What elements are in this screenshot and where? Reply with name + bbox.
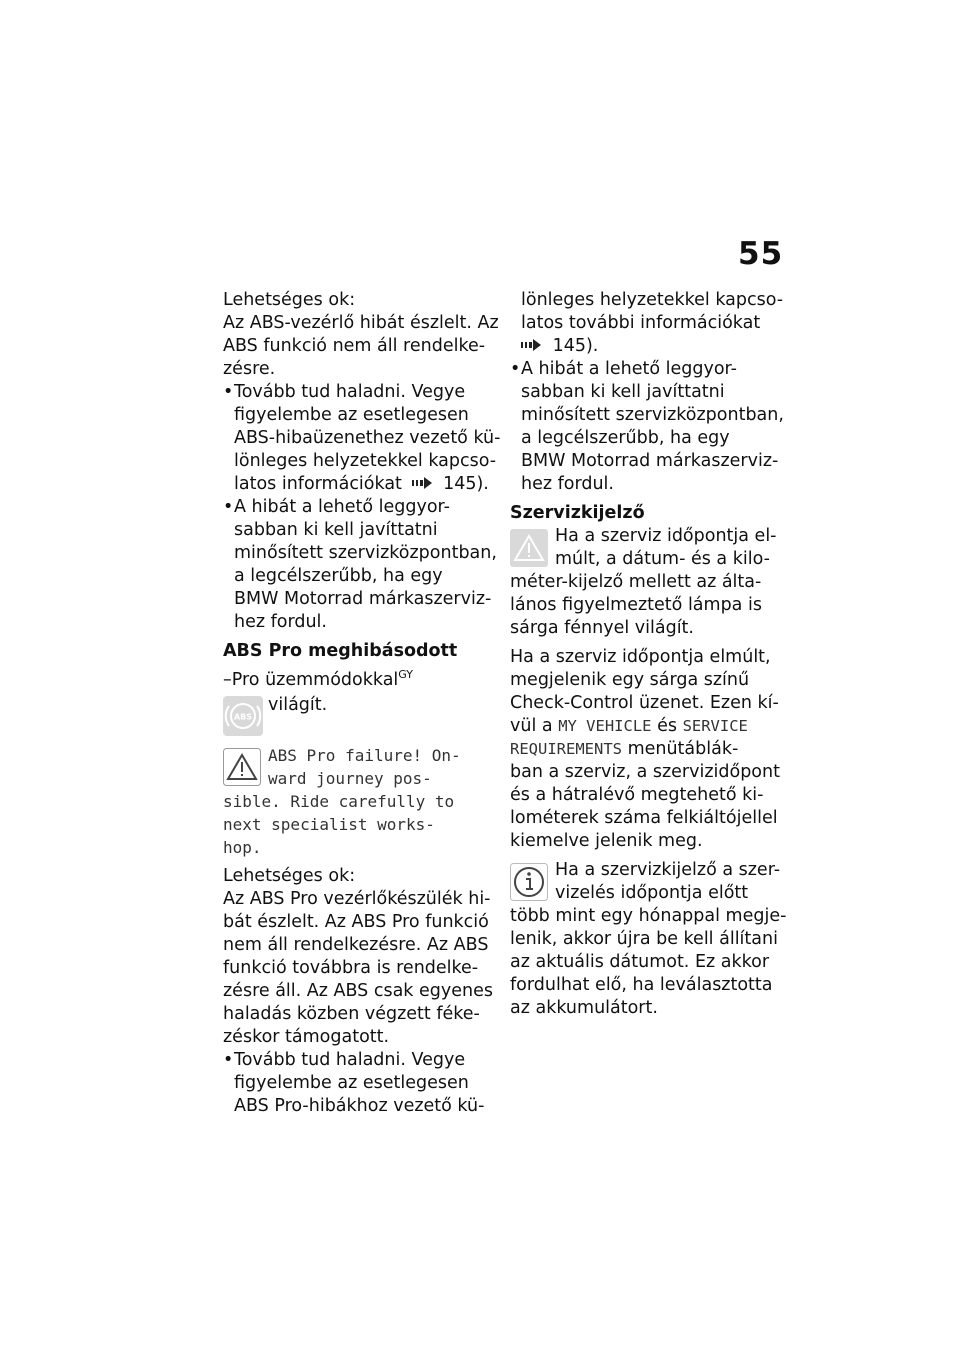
text-line: BMW Motorrad márkaszerviz- xyxy=(521,451,779,471)
text-line: Ha a szervizkijelző a szer- xyxy=(555,860,781,880)
text-line: Lehetséges ok: xyxy=(223,866,356,886)
text-line: • Tovább tud haladni. Vegye xyxy=(234,381,491,404)
bullet-item xyxy=(223,1049,491,1118)
text-line: fordulhat elő, ha leválasztotta xyxy=(510,975,773,995)
bullet-item xyxy=(510,358,784,496)
text-line: ban a szerviz, a szervizidőpont xyxy=(510,762,780,782)
text: –Pro üzemmódokkal xyxy=(223,669,399,690)
menu-name-my-vehicle: MY VEHICLE xyxy=(558,717,652,735)
text-line: BMW Motorrad márkaszerviz- xyxy=(234,589,492,609)
text-line: méter-kijelző mellett az álta- xyxy=(510,572,762,592)
page-number: 55 xyxy=(738,236,784,272)
page-reference-arrow-icon xyxy=(521,336,543,359)
text-line: haladás közben végzett féke- xyxy=(223,1004,480,1024)
text-line: több mint egy hónappal megje- xyxy=(510,906,787,926)
warning-triangle-icon xyxy=(510,529,548,574)
text-line: latos további információkat xyxy=(521,313,761,333)
text-line: a legcélszerűbb, ha egy xyxy=(521,428,730,448)
superscript: GY xyxy=(398,668,413,681)
info-icon xyxy=(510,863,548,908)
service-warning-block xyxy=(510,525,780,640)
text-line: zéskor támogatott. xyxy=(223,1027,390,1047)
text-line: a legcélszerűbb, ha egy xyxy=(234,566,443,586)
page-reference[interactable]: 145). xyxy=(443,474,489,494)
text-line: lönleges helyzetekkel kapcso- xyxy=(234,451,497,471)
text-line: minősített szervizközpontban, xyxy=(521,405,784,425)
text-line: • A hibát a lehető leggyor- xyxy=(234,496,491,519)
text-line: minősített szervizközpontban, xyxy=(234,543,497,563)
check-control-paragraph xyxy=(510,646,780,853)
info-note-block xyxy=(510,859,787,1020)
text-line: lönleges helyzetekkel kapcso- xyxy=(521,290,784,310)
text-line: Lehetséges ok: xyxy=(223,290,356,310)
section-heading: Szervizkijelző xyxy=(510,503,645,523)
text-line xyxy=(510,738,780,761)
text-line: vizelés időpontja előtt xyxy=(555,883,749,903)
text-line: sárga fénnyel világít. xyxy=(510,618,694,638)
text-line xyxy=(234,473,491,496)
text-line: Ha a szerviz időpontja el- xyxy=(555,526,777,546)
text-line: hez fordul. xyxy=(521,474,614,494)
text-line xyxy=(510,715,780,738)
text-line: megjelenik egy sárga színű xyxy=(510,670,750,690)
text-line: zésre. xyxy=(223,359,276,379)
text-line: Az ABS-vezérlő hibát észlelt. Az xyxy=(223,313,499,333)
text-line: nem áll rendelkezésre. Az ABS xyxy=(223,935,489,955)
cause-paragraph xyxy=(223,289,499,381)
text: és xyxy=(657,716,677,736)
text-line: ABS-hibaüzenethez vezető kü- xyxy=(234,428,501,448)
cause-paragraph xyxy=(223,865,491,1049)
warning-text-line: next specialist works- xyxy=(223,815,435,834)
text-line: az akkumulátort. xyxy=(510,998,658,1018)
text-line: és a hátralévő megtehető ki- xyxy=(510,785,764,805)
text-line: Az ABS Pro vezérlőkészülék hi- xyxy=(223,889,491,909)
abs-warning-icon xyxy=(223,696,263,743)
left-column xyxy=(223,289,501,1118)
text-line: sabban ki kell javíttatni xyxy=(234,520,438,540)
bullet-continuation xyxy=(510,289,784,358)
text-line: Check-Control üzenet. Ezen kí- xyxy=(510,693,779,713)
text-line: funkció továbbra is rendelke- xyxy=(223,958,479,978)
bullet-item xyxy=(223,496,497,634)
text-line: hez fordul. xyxy=(234,612,327,632)
text-line: figyelembe az esetlegesen xyxy=(234,405,469,425)
menu-name-requirements: REQUIREMENTS xyxy=(510,740,622,758)
text-line: bát észlelt. Az ABS Pro funkció xyxy=(223,912,489,932)
text-line: • A hibát a lehető leggyor- xyxy=(521,358,780,381)
text-line: lenik, akkor újra be kell állítani xyxy=(510,929,778,949)
page-reference-arrow-icon xyxy=(412,474,434,497)
text-line: figyelembe az esetlegesen xyxy=(234,1073,469,1093)
text-line: ABS Pro-hibákhoz vezető kü- xyxy=(234,1096,485,1116)
text-line: világít. xyxy=(268,695,328,715)
text-line: kiemelve jelenik meg. xyxy=(510,831,703,851)
text: menütáblák- xyxy=(627,739,739,759)
text-line xyxy=(521,335,780,358)
text-line: lános figyelmeztető lámpa is xyxy=(510,595,762,615)
bullet-item xyxy=(223,381,501,496)
text: vül a xyxy=(510,716,553,736)
warning-text-line: ABS Pro failure! On- xyxy=(268,746,461,765)
text-line: lométerek száma felkiáltójellel xyxy=(510,808,778,828)
page-reference[interactable]: 145). xyxy=(552,336,599,356)
text-line: sabban ki kell javíttatni xyxy=(521,382,725,402)
text-line: az aktuális dátumot. Ez akkor xyxy=(510,952,770,972)
text-line: ABS funkció nem áll rendelke- xyxy=(223,336,486,356)
warning-text-line: ward journey pos- xyxy=(268,769,432,788)
warning-message-block xyxy=(223,744,491,859)
text: latos információkat xyxy=(234,474,402,494)
section-heading: ABS Pro meghibásodott xyxy=(223,641,458,661)
warning-text-line: hop. xyxy=(223,838,262,857)
text-line: • Tovább tud haladni. Vegye xyxy=(234,1049,491,1072)
menu-name-service: SERVICE xyxy=(682,717,748,735)
right-column xyxy=(510,289,787,1020)
subheading xyxy=(223,663,491,690)
warning-triangle-icon xyxy=(223,748,261,793)
text-line: múlt, a dátum- és a kilo- xyxy=(555,549,770,569)
text-line: zésre áll. Az ABS csak egyenes xyxy=(223,981,493,1001)
abs-icon-label: ABS xyxy=(233,712,253,722)
abs-indicator-row xyxy=(223,694,491,744)
text-line: Ha a szerviz időpontja elmúlt, xyxy=(510,647,771,667)
warning-text-line: sible. Ride carefully to xyxy=(223,792,455,811)
